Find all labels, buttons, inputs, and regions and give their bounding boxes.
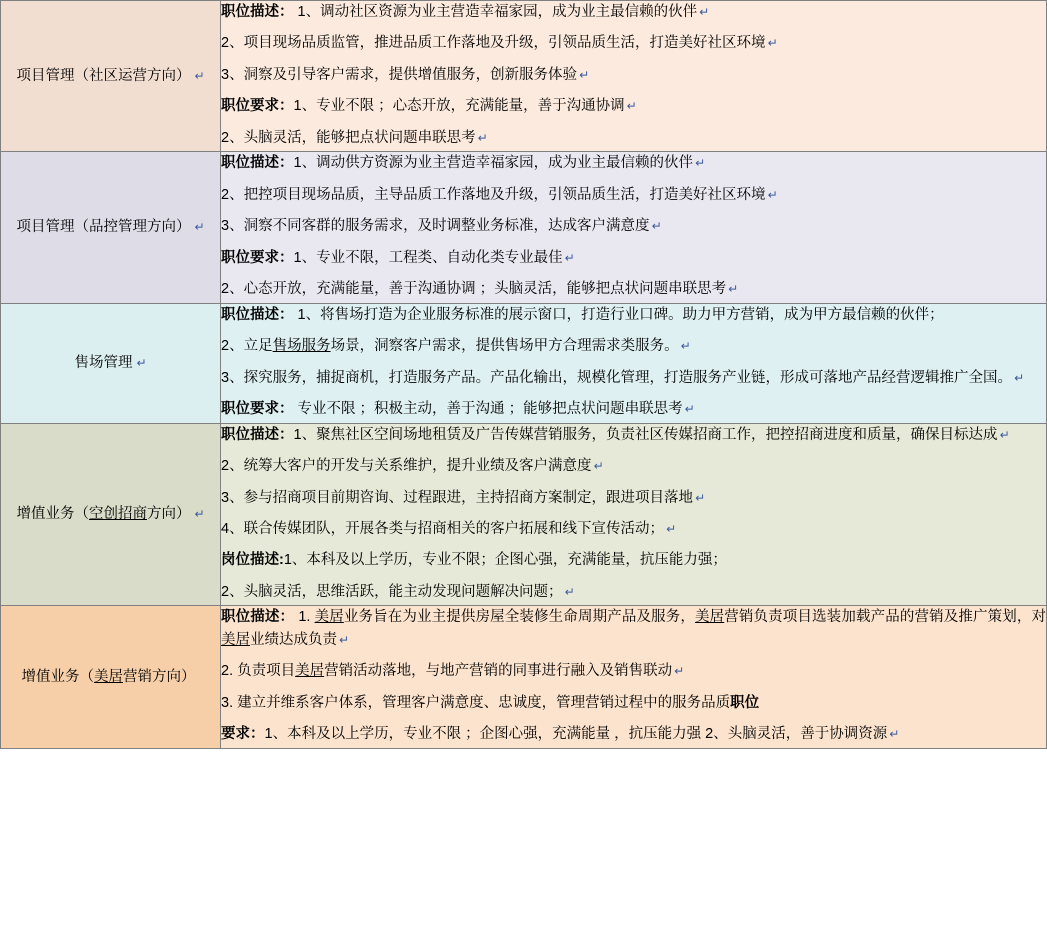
detail-line (221, 398, 1046, 420)
line-text: 2、头脑灵活，思维活跃，能主动发现问题解决问题； (221, 583, 563, 600)
detail-line (221, 692, 1046, 714)
line-text: 1、专业不限，工程类、自动化类专业最佳 (293, 249, 563, 266)
detail-line (221, 367, 1046, 389)
line-text: 1. 美居业务旨在为业主提供房屋全装修生命周期产品及服务，美居营销负责项目选装加载产品的营销及推广策划，对美居业绩达成负责 (221, 609, 1047, 648)
line-text: 2、统筹大客户的开发与关系维护，提升业绩及客户满意度 (221, 458, 592, 475)
detail-line (221, 1, 1046, 23)
paragraph-mark-icon: ↵ (699, 5, 710, 19)
line-text: 3、洞察不同客群的服务需求，及时调整业务标准，达成客户满意度 (221, 218, 650, 235)
line-text: 2、把控项目现场品质，主导品质工作落地及升级，引领品质生活，打造美好社区环境 (221, 186, 766, 203)
detail-cell (221, 423, 1047, 606)
role-label: 增值业务（空创招商方向） (16, 506, 191, 523)
paragraph-mark-icon: ↵ (674, 664, 685, 679)
detail-line (221, 95, 1046, 117)
paragraph-mark-icon: ↵ (999, 427, 1010, 442)
detail-line (221, 184, 1046, 206)
paragraph-mark-icon: ↵ (339, 632, 350, 647)
table-row (1, 606, 1047, 748)
underlined-term: 美居 (94, 668, 123, 685)
line-text: 2、立足售场服务场景，洞察客户需求，提供售场甲方合理需求类服务。 (221, 338, 679, 355)
line-text: 1、本科及以上学历，专业不限 ；企图心强，充满能量 ，抗压能力强 2、头脑灵活，善于协调资源 (264, 726, 888, 743)
paragraph-mark-icon: ↵ (564, 584, 575, 599)
line-text: 2. 负责项目美居营销活动落地，与地产营销的同事进行融入及销售联动 (221, 663, 673, 680)
detail-line (221, 581, 1046, 603)
role-label: 项目管理（社区运营方向） (16, 67, 191, 84)
line-label: 岗位描述: (221, 552, 284, 569)
role-label: 增值业务（美居营销方向） (21, 668, 196, 685)
paragraph-mark-icon: ↵ (564, 250, 575, 265)
paragraph-mark-icon: ↵ (767, 187, 778, 202)
underlined-term: 空创招商 (88, 506, 147, 523)
detail-line (221, 487, 1046, 509)
role-cell (1, 1, 221, 152)
line-label: 职位要求： (221, 98, 294, 115)
paragraph-mark-icon: ↵ (579, 67, 590, 82)
detail-cell (221, 606, 1047, 748)
underlined-term: 美居 (295, 663, 325, 680)
underlined-term: 美居 (314, 609, 344, 626)
line-label: 职位描述： (221, 4, 294, 20)
detail-line (221, 723, 1046, 745)
paragraph-mark-icon: ↵ (666, 521, 677, 536)
role-label: 项目管理（品控管理方向） (16, 219, 191, 236)
table-row (1, 152, 1047, 303)
line-text: 1、调动供方资源为业主营造幸福家园，成为业主最信赖的伙伴 (293, 155, 694, 172)
table-row (1, 303, 1047, 423)
line-text: 1、调动社区资源为业主营造幸福家园，成为业主最信赖的伙伴 (293, 4, 698, 20)
line-label: 职位要求： (221, 401, 294, 418)
role-cell (1, 606, 221, 748)
table-row (1, 1, 1047, 152)
role-cell (1, 423, 221, 606)
paragraph-mark-icon: ↵ (477, 130, 488, 145)
line-label: 职位要求： (221, 249, 294, 266)
paragraph-mark-icon: ↵ (194, 220, 205, 235)
detail-line (221, 424, 1046, 446)
line-trailing-bold: 职位 (730, 694, 760, 711)
line-text: 专业不限 ；积极主动，善于沟通 ；能够把点状问题串联思考 (293, 401, 683, 418)
line-label: 职位描述： (221, 426, 294, 443)
detail-line (221, 549, 1046, 571)
paragraph-mark-icon: ↵ (194, 68, 205, 83)
line-label: 要求： (221, 726, 265, 743)
line-text: 3、探究服务，捕捉商机，打造服务产品。产品化输出，规模化管理，打造服务产业链，形成可落地产品经营逻辑推广全国。 (221, 369, 1013, 386)
underlined-term: 美居 (695, 609, 725, 626)
detail-cell (221, 152, 1047, 303)
line-label: 职位描述： (221, 609, 295, 626)
line-text: 1、将售场打造为企业服务标准的展示窗口，打造行业口碑。助力甲方营销，成为甲方最信赖的伙伴； (293, 306, 944, 323)
table-body (1, 1, 1047, 749)
line-text: 1、本科及以上学历，专业不限；企图心强，充满能量，抗压能力强； (283, 552, 727, 569)
underlined-term: 美居 (221, 631, 250, 648)
role-cell (1, 303, 221, 423)
detail-line (221, 278, 1046, 300)
paragraph-mark-icon: ↵ (695, 156, 706, 171)
detail-line (221, 152, 1046, 174)
line-text: 2、心态开放，充满能量，善于沟通协调 ；头脑灵活，能够把点状问题串联思考 (221, 281, 727, 298)
line-text: 1、聚焦社区空间场地租赁及广告传媒营销服务，负责社区传媒招商工作，把控招商进度和质量，确保目标达成 (293, 426, 998, 443)
detail-line (221, 335, 1046, 357)
detail-line (221, 660, 1046, 682)
paragraph-mark-icon: ↵ (728, 282, 739, 297)
paragraph-mark-icon: ↵ (684, 402, 695, 417)
paragraph-mark-icon: ↵ (194, 507, 205, 522)
line-text: 1、专业不限 ；心态开放，充满能量，善于沟通协调 (293, 98, 625, 115)
line-text: 2、头脑灵活，能够把点状问题串联思考 (221, 129, 476, 146)
detail-line (221, 64, 1046, 86)
detail-line (221, 455, 1046, 477)
detail-line (221, 304, 1046, 326)
detail-line (221, 247, 1046, 269)
paragraph-mark-icon: ↵ (626, 99, 637, 114)
detail-cell (221, 1, 1047, 152)
paragraph-mark-icon: ↵ (767, 36, 778, 51)
role-label: 售场管理 (74, 354, 133, 371)
table-row (1, 423, 1047, 606)
line-text: 4、联合传媒团队，开展各类与招商相关的客户拓展和线下宣传活动； (221, 520, 665, 537)
detail-line (221, 127, 1046, 149)
line-text: 3、洞察及引导客户需求，提供增值服务，创新服务体验 (221, 66, 578, 83)
underlined-term: 售场服务 (272, 338, 331, 355)
detail-line (221, 606, 1046, 651)
paragraph-mark-icon: ↵ (1014, 370, 1025, 385)
paragraph-mark-icon: ↵ (651, 219, 662, 234)
paragraph-mark-icon: ↵ (680, 339, 691, 354)
detail-cell (221, 303, 1047, 423)
paragraph-mark-icon: ↵ (695, 490, 706, 505)
detail-line (221, 518, 1046, 540)
role-cell (1, 152, 221, 303)
paragraph-mark-icon: ↵ (593, 459, 604, 474)
paragraph-mark-icon: ↵ (136, 355, 147, 370)
line-text: 2、项目现场品质监管，推进品质工作落地及升级，引领品质生活，打造美好社区环境 (221, 35, 766, 52)
paragraph-mark-icon: ↵ (889, 727, 900, 742)
line-text: 3、参与招商项目前期咨询、过程跟进，主持招商方案制定，跟进项目落地 (221, 489, 694, 506)
line-label: 职位描述： (221, 155, 294, 172)
detail-line (221, 215, 1046, 237)
detail-line (221, 32, 1046, 54)
line-label: 职位描述： (221, 306, 294, 323)
line-text: 3. 建立并维系客户体系，管理客户满意度、忠诚度，管理营销过程中的服务品质 (221, 694, 731, 711)
